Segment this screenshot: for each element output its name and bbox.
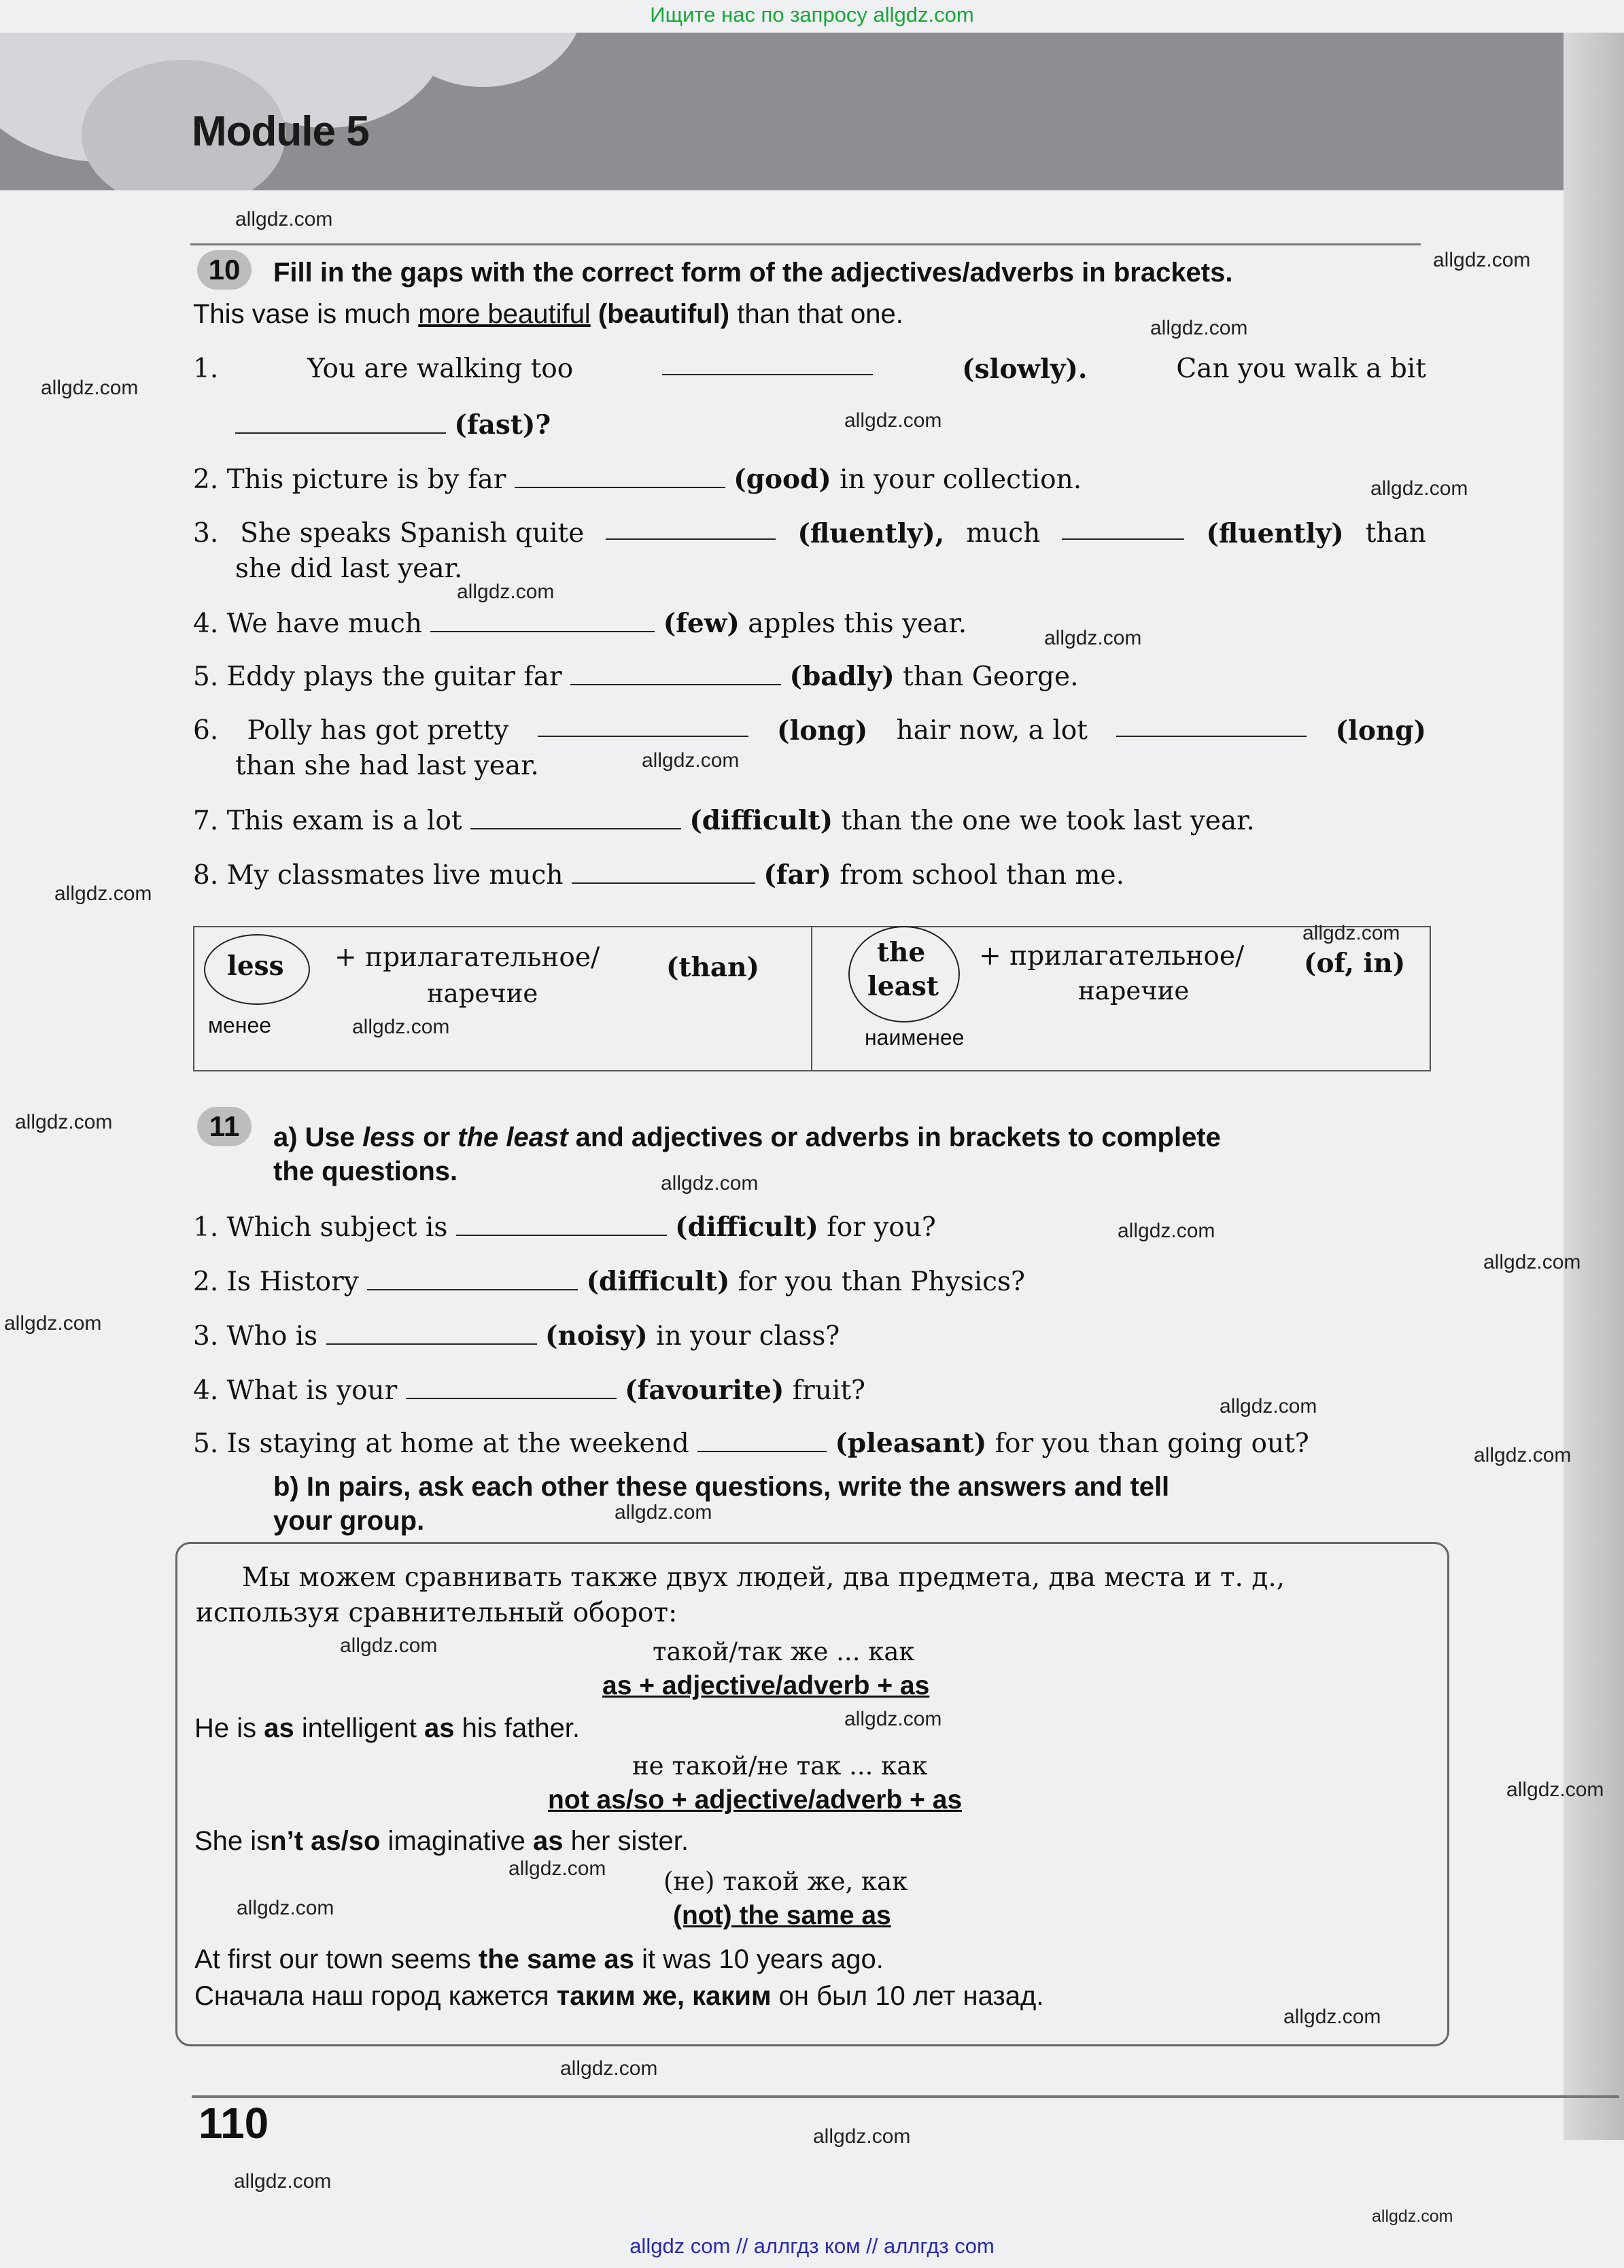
item-text: Eddy plays the guitar far [226, 662, 562, 692]
watermark: allgdz.com [844, 409, 942, 432]
ex10-item-5 [193, 661, 1079, 692]
item-text: in your class? [656, 1321, 840, 1352]
watermark: allgdz.com [1483, 1251, 1581, 1273]
example-text: his father. [454, 1713, 581, 1743]
example-text: At first our town seems [194, 1944, 479, 1974]
answer-gap[interactable] [235, 412, 446, 434]
item-number: 8. [193, 860, 219, 891]
answer-gap[interactable] [606, 518, 776, 540]
item-hint: (badly) [789, 661, 895, 692]
watermark: allgdz.com [1372, 2207, 1453, 2226]
rule-2-en: not as/so + adjective/adverb + as [548, 1785, 963, 1815]
bottom-links[interactable]: allgdz com // аллгдз ком // аллгдз com [629, 2234, 995, 2258]
item-text: for you than Physics? [738, 1267, 1025, 1297]
watermark: allgdz.com [457, 581, 555, 603]
ex10-item-7 [193, 805, 1255, 836]
example-text: This vase is much [193, 299, 419, 329]
instruction-keyword: less [362, 1122, 416, 1152]
ex10-item-8 [193, 859, 1124, 891]
item-hint: (slowly). [962, 354, 1088, 385]
item-number: 4. [193, 608, 219, 639]
ex11-item-3 [193, 1320, 840, 1352]
watermark: allgdz.com [844, 1708, 942, 1730]
top-link[interactable]: Ищите нас по запросу allgdz.com [650, 3, 974, 27]
example-text: it was 10 years ago. [634, 1944, 884, 1974]
item-text: from school than me. [840, 860, 1124, 891]
item-number: 7. [193, 806, 219, 836]
item-hint: (difficult) [586, 1266, 730, 1297]
watermark: allgdz.com [615, 1501, 712, 1524]
less-translation: менее [208, 1013, 272, 1037]
least-translation: наименее [865, 1025, 965, 1050]
item-number: 6. [193, 715, 219, 746]
item-hint: (difficult) [689, 805, 833, 836]
item-text: Can you walk a bit [1176, 354, 1426, 384]
item-text: than the one we took last year. [841, 806, 1255, 836]
answer-gap[interactable] [470, 808, 681, 829]
rule-3-en: (not) the same as [673, 1901, 891, 1930]
item-text: hair now, a lot [896, 715, 1088, 746]
answer-gap[interactable] [538, 715, 748, 737]
watermark: allgdz.com [54, 882, 152, 905]
exercise-11a-instruction [273, 1120, 1429, 1154]
item-number: 2. [193, 464, 219, 495]
least-formula-2: наречие [1078, 976, 1190, 1006]
ex11-item-1 [193, 1212, 936, 1243]
answer-gap[interactable] [662, 354, 873, 375]
example-text: He is [194, 1713, 264, 1743]
example-keyword: as [533, 1826, 564, 1856]
rule-1-example [194, 1713, 580, 1744]
item-text: Which subject is [226, 1212, 448, 1243]
answer-gap[interactable] [572, 862, 755, 884]
exercise-10-instruction: Fill in the gaps with the correct form of the adjectives/adverbs in brackets. [273, 258, 1233, 288]
answer-gap[interactable] [1116, 715, 1307, 737]
watermark: allgdz.com [41, 377, 139, 399]
instruction-text: or [415, 1122, 458, 1152]
item-text: She speaks Spanish quite [240, 518, 585, 549]
item-number: 4. [193, 1375, 219, 1406]
watermark: allgdz.com [813, 2125, 911, 2148]
box-intro-2: используя сравнительный оборот: [196, 1598, 678, 1628]
item-text: than George. [903, 662, 1079, 692]
answer-gap[interactable] [456, 1214, 667, 1236]
less-word: less [227, 950, 284, 982]
less-formula: + прилагательное/ [334, 942, 600, 973]
watermark: allgdz.com [1283, 2006, 1381, 2028]
watermark: allgdz.com [1433, 249, 1531, 271]
answer-gap[interactable] [697, 1430, 827, 1452]
answer-gap[interactable] [406, 1377, 617, 1399]
instruction-keyword: the least [457, 1122, 568, 1152]
ex10-item-3 [193, 518, 1426, 549]
answer-gap[interactable] [367, 1269, 578, 1290]
item-hint: (far) [763, 859, 831, 891]
item-text: Is History [226, 1267, 359, 1297]
answer-gap[interactable] [570, 664, 781, 685]
watermark: allgdz.com [508, 1857, 606, 1880]
answer-gap[interactable] [430, 611, 655, 632]
example-text: intelligent [294, 1713, 424, 1743]
ex10-item-1 [193, 354, 1426, 385]
item-text: apples this year. [748, 608, 967, 639]
watermark: allgdz.com [1302, 922, 1400, 944]
ex10-item-6 [193, 715, 1426, 746]
item-hint: (noisy) [545, 1320, 648, 1352]
footer-divider [192, 2095, 1619, 2098]
rule-2-ru: не такой/не так ... как [632, 1751, 928, 1781]
item-hint: (fluently) [1206, 518, 1344, 549]
item-text: for you than going out? [995, 1428, 1309, 1459]
item-hint: (difficult) [675, 1212, 818, 1243]
example-text: он был 10 лет назад. [771, 1981, 1044, 2011]
exercise-10-number: 10 [197, 250, 252, 290]
example-hint: (beautiful) [598, 299, 730, 329]
instruction-text: a) Use [273, 1122, 363, 1152]
answer-gap[interactable] [326, 1323, 537, 1345]
page-gutter [1563, 33, 1624, 2140]
least-formula: + прилагательное/ [979, 941, 1245, 972]
item-text: This picture is by far [226, 464, 506, 495]
module-title: Module 5 [192, 108, 369, 155]
example-text: her sister. [563, 1826, 689, 1856]
watermark: allgdz.com [1506, 1779, 1604, 1801]
watermark: allgdz.com [1370, 477, 1468, 500]
item-text: What is your [226, 1375, 398, 1406]
item-text: Is staying at home at the weekend [226, 1428, 689, 1459]
example-keyword: as [424, 1713, 455, 1743]
item-number: 5. [193, 662, 219, 692]
item-hint: (good) [733, 464, 831, 495]
example-keyword: the same as [478, 1944, 634, 1974]
example-keyword: таким же, каким [556, 1981, 772, 2011]
watermark: allgdz.com [560, 2057, 658, 2080]
watermark: allgdz.com [661, 1172, 759, 1195]
item-hint: (fluently), [797, 518, 945, 549]
ex10-item-4 [193, 608, 967, 639]
ex11-item-4 [193, 1375, 865, 1406]
rule-2-example [194, 1826, 689, 1857]
watermark: allgdz.com [235, 208, 333, 230]
item-number: 5. [193, 1428, 219, 1459]
item-text: in your collection. [840, 464, 1082, 495]
rule-1-en: as + adjective/adverb + as [602, 1671, 930, 1700]
instruction-text: and adjectives or adverbs in brackets to complete [568, 1122, 1221, 1152]
ex10-item-6-cont: than she had last year. [235, 751, 539, 781]
item-number: 3. [193, 1321, 219, 1352]
watermark: allgdz.com [1474, 1444, 1572, 1466]
watermark: allgdz.com [340, 1634, 438, 1657]
item-hint: (favourite) [625, 1375, 784, 1406]
item-text: This exam is a lot [226, 806, 462, 836]
item-number: 1. [193, 1212, 219, 1243]
rule-3-translation [194, 1981, 1043, 2012]
item-number: 2. [193, 1267, 219, 1297]
example-keyword: as [264, 1713, 294, 1743]
item-number: 3. [193, 518, 219, 549]
example-text: than that one. [729, 299, 903, 329]
least-word-2: least [867, 971, 939, 1002]
rule-3-example [194, 1944, 884, 1975]
least-of-in: (of, in) [1304, 948, 1406, 979]
item-hint: (fast)? [454, 409, 551, 441]
item-text: much [966, 518, 1041, 549]
example-answer: more beautiful [418, 299, 591, 329]
item-text: Polly has got pretty [247, 715, 509, 746]
watermark: allgdz.com [642, 749, 740, 772]
watermark: allgdz.com [15, 1111, 113, 1133]
item-text: fruit? [792, 1375, 865, 1406]
exercise-11a-instruction-2: the questions. [273, 1156, 458, 1186]
ex10-item-1-cont [235, 409, 551, 441]
ex10-item-2 [193, 464, 1082, 495]
example-text: imaginative [380, 1826, 533, 1856]
item-text: We have much [226, 608, 422, 639]
watermark: allgdz.com [237, 1897, 334, 1919]
page-number: 110 [198, 2099, 269, 2148]
exercise-11-number: 11 [197, 1107, 252, 1146]
ex10-example [193, 299, 903, 330]
watermark: allgdz.com [1220, 1395, 1317, 1418]
box-intro: Мы можем сравнивать также двух людей, два предмета, два места и т. д., [242, 1562, 1285, 1593]
item-text: Who is [226, 1321, 318, 1352]
watermark: allgdz.com [1150, 317, 1248, 339]
answer-gap[interactable] [1062, 518, 1184, 540]
exercise-11b-instruction: b) In pairs, ask each other these questions, write the answers and tell [273, 1472, 1170, 1502]
rule-3-ru: (не) такой же, как [663, 1867, 908, 1896]
less-formula-2: наречие [427, 979, 538, 1008]
item-number: 1. [193, 354, 219, 384]
item-text: than [1365, 518, 1426, 549]
ex11-item-2 [193, 1266, 1025, 1297]
item-hint: (few) [663, 608, 740, 639]
item-text: My classmates live much [226, 860, 564, 891]
item-hint: (pleasant) [835, 1428, 987, 1459]
watermark: allgdz.com [1044, 627, 1142, 649]
less-than: (than) [666, 952, 759, 983]
item-hint: (long) [1335, 715, 1426, 746]
watermark: allgdz.com [1118, 1220, 1215, 1242]
rule-1-ru: такой/так же ... как [653, 1637, 915, 1666]
ex10-item-3-cont: she did last year. [235, 553, 463, 584]
item-text: for you? [827, 1212, 936, 1243]
item-hint: (long) [777, 715, 868, 746]
example-keyword: n’t as/so [270, 1826, 381, 1856]
exercise-11b-instruction-2: your group. [273, 1506, 425, 1536]
watermark: allgdz.com [352, 1016, 450, 1038]
example-text: She is [194, 1826, 271, 1856]
watermark: allgdz.com [4, 1312, 102, 1335]
least-word-1: the [877, 937, 926, 968]
header-divider [190, 243, 1421, 245]
ex11-item-5 [193, 1428, 1309, 1459]
watermark: allgdz.com [234, 2170, 332, 2193]
table-divider [811, 926, 812, 1071]
answer-gap[interactable] [515, 466, 725, 488]
example-text: Сначала наш город кажется [194, 1981, 557, 2011]
item-text: You are walking too [307, 354, 574, 384]
